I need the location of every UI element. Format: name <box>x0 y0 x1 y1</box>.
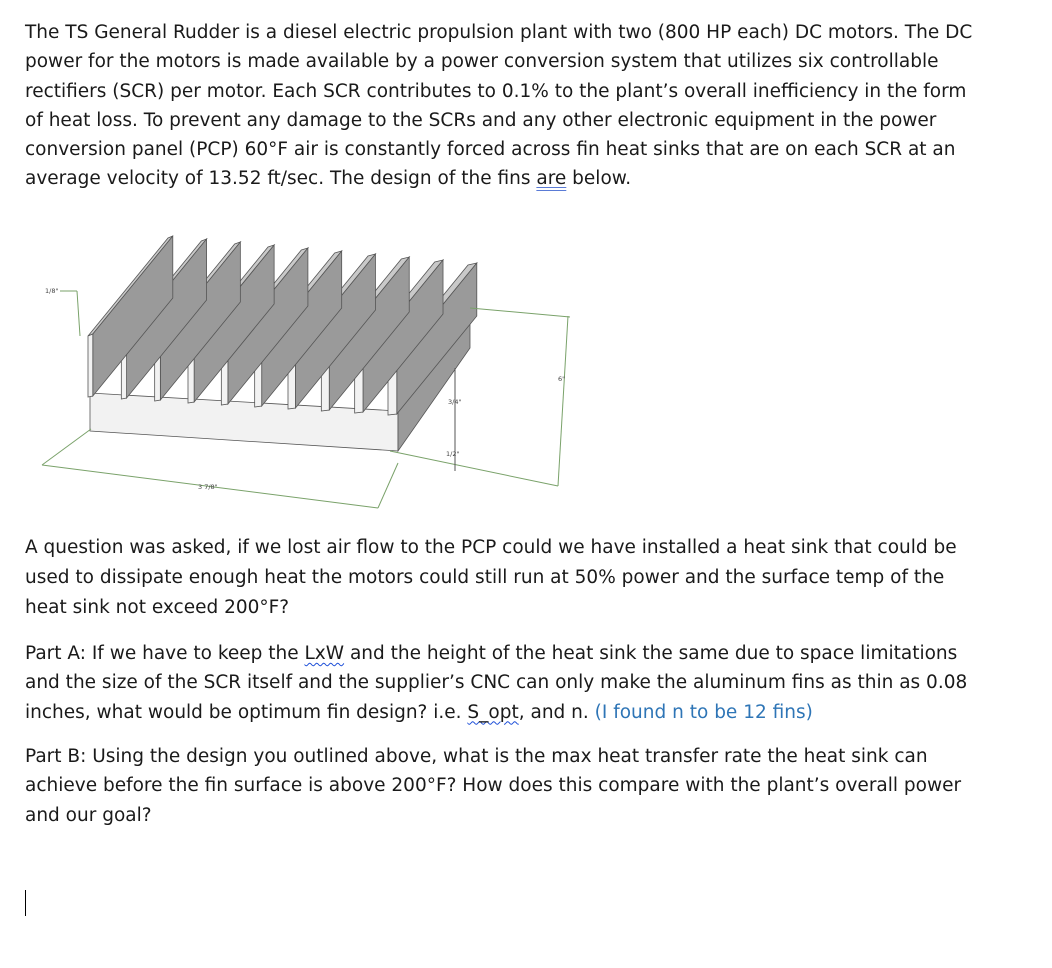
question-paragraph <box>25 533 985 623</box>
part-a-text-1: Part A: If we have to keep the <box>25 643 305 664</box>
intro-are-word: are <box>536 168 567 190</box>
text-cursor <box>25 890 26 916</box>
base-front <box>90 393 398 451</box>
part-a-text-3: , and n. <box>518 701 595 723</box>
part-b-paragraph <box>25 742 985 830</box>
label-length: 6" <box>558 375 566 383</box>
fins-group <box>88 236 477 451</box>
intro-text: The TS General Rudder is a diesel electric propulsion plant with two (800 HP each) DC motors. The DC power for the motors is made available by a power conversion system that utilizes six controllable rectifiers (SCR) per motor. Each SCR contributes to 0.1% to the plant’s overall inefficiency in the form of heat loss. To prevent any damage to the SCRs and any other electronic equipment in the power conversion panel (PCP) 60°F air is constantly forced across fin heat sinks that are on each SCR at an average velocity of 13.52 ft/sec. The design of the fins <box>25 22 973 190</box>
part-a-sopt: S_opt <box>467 701 519 723</box>
part-a-paragraph <box>25 639 985 727</box>
intro-paragraph <box>25 18 985 194</box>
part-a-lxw: LxW <box>304 643 345 664</box>
label-fin-thickness: 1/8" <box>45 287 59 295</box>
part-a-note: (I found n to be 12 fins) <box>594 701 813 723</box>
part-b-text: Part B: Using the design you outlined above, what is the max heat transfer rate the heat sink can achieve before the fin surface is above 200°F? How does this compare with the plant’s overall power and our goal? <box>25 746 962 826</box>
fin-front <box>88 334 93 397</box>
label-fin-height: 3/4" <box>448 398 462 406</box>
question-text: A question was asked, if we lost air flow to the PCP could we have installed a heat sink that could be used to dissipate enough heat the motors could still run at 50% power and the surface temp of the heat sink not exceed 200°F? <box>25 537 957 618</box>
label-width: 3 7/8" <box>198 483 218 491</box>
heat-sink-diagram <box>30 218 590 518</box>
part-a-text-2: and the height of the heat sink the same due to space limitations and the size of the SCR itself and the supplier’s CNC can only make the aluminum fins as thin as 0.08 inches, what would be optimum fin design? i.e. <box>25 643 968 723</box>
intro-end-text: below. <box>566 168 632 190</box>
label-base: 1/2" <box>446 450 460 458</box>
